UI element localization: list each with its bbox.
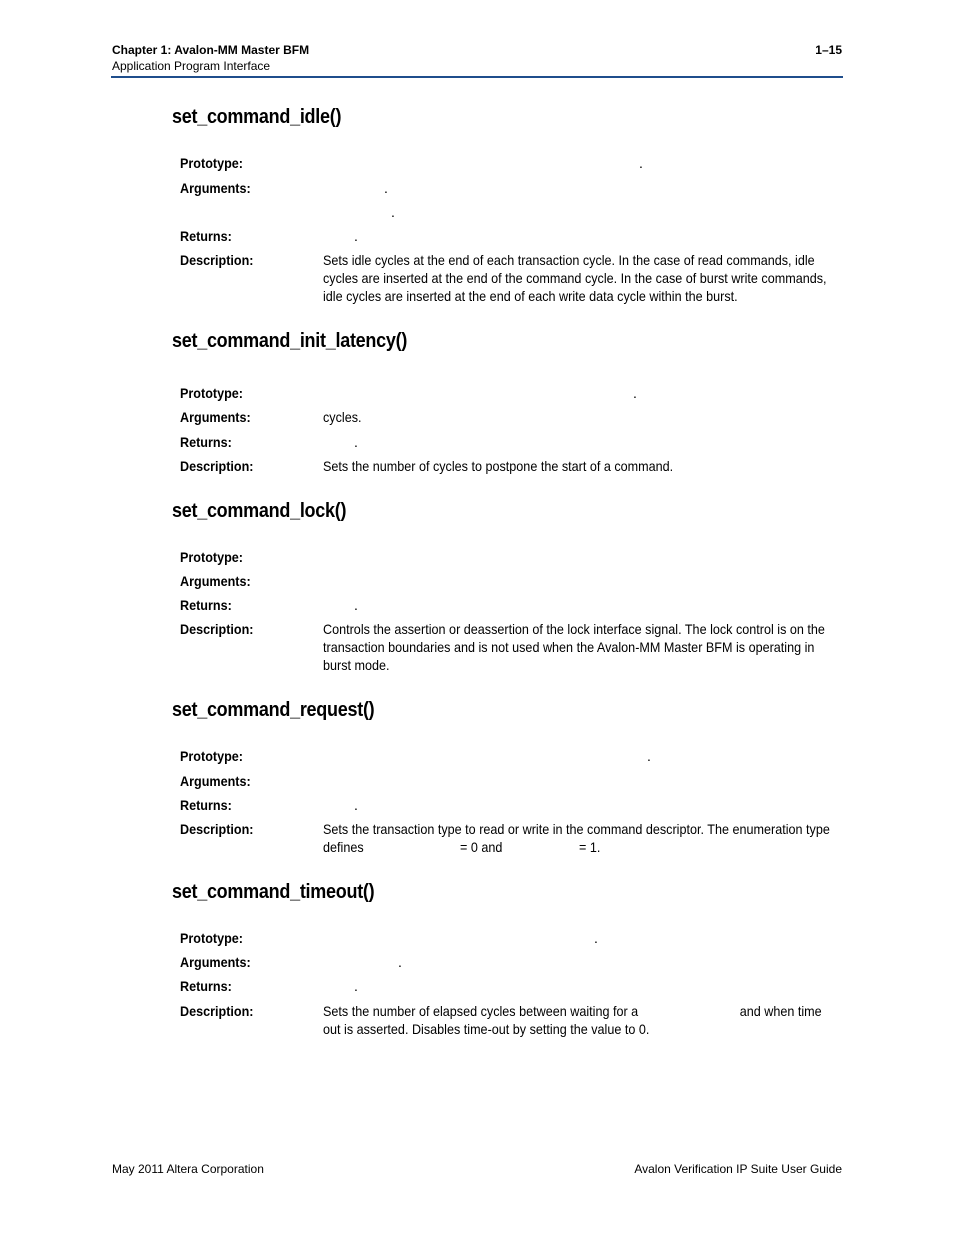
prototype-period: . [647,748,651,764]
header-rule [111,76,843,78]
returns-period: . [354,228,358,244]
description-text: Sets idle cycles at the end of each transaction cycle. In the case of read commands, idle cycles are inserted at the end of the command cycle. In the case of burst write commands, idle cycles are inserted at the end of each write data cycle within the burst. [323,252,827,304]
arguments-period: . [398,954,402,970]
running-header-section: Application Program Interface [112,59,271,73]
function-title-set-command-init-latency: set_command_init_latency() [172,330,408,352]
returns-period: . [354,434,358,450]
description-text: Sets the number of cycles to postpone the start of a command. [323,458,674,474]
description-text-fragment: Sets the number of elapsed cycles between waiting for a [323,1003,639,1019]
description-label: Description: [180,821,254,837]
description-label: Description: [180,458,254,474]
arguments-label: Arguments: [180,954,251,970]
description-text: Sets the transaction type to read or write in the command descriptor. The enumeration type defines [323,821,830,855]
footer-date-company: May 2011 Altera Corporation [112,1162,264,1176]
function-title-set-command-lock: set_command_lock() [172,500,347,522]
description-label: Description: [180,621,254,637]
prototype-label: Prototype: [180,549,243,565]
arguments-period: . [391,204,395,220]
function-title-set-command-idle: set_command_idle() [172,106,342,128]
function-title-set-command-request: set_command_request() [172,699,375,721]
description-text-fragment: = 0 and [460,839,503,855]
arguments-label: Arguments: [180,180,251,196]
prototype-label: Prototype: [180,155,243,171]
returns-label: Returns: [180,978,232,994]
returns-label: Returns: [180,434,232,450]
description-label: Description: [180,252,254,268]
returns-period: . [354,797,358,813]
description-label: Description: [180,1003,254,1019]
prototype-label: Prototype: [180,748,243,764]
description-text: Controls the assertion or deassertion of the lock interface signal. The lock control is on the transaction boundaries and is not used when the Avalon-MM Master BFM is operating in burst mode. [323,621,825,673]
page-number: 1–15 [815,43,842,57]
prototype-label: Prototype: [180,930,243,946]
returns-period: . [354,597,358,613]
returns-period: . [354,978,358,994]
running-header-chapter: Chapter 1: Avalon-MM Master BFM [112,43,310,57]
arguments-label: Arguments: [180,773,251,789]
arguments-label: Arguments: [180,573,251,589]
arguments-period: . [384,180,388,196]
returns-label: Returns: [180,597,232,613]
footer-guide-title: Avalon Verification IP Suite User Guide [634,1162,842,1176]
arguments-label: Arguments: [180,409,251,425]
description-text: and when time out is asserted. Disables time-out by setting the value to 0. [323,1003,822,1037]
prototype-period: . [639,155,643,171]
arguments-text: cycles. [323,409,362,425]
function-title-set-command-timeout: set_command_timeout() [172,881,375,903]
returns-label: Returns: [180,228,232,244]
returns-label: Returns: [180,797,232,813]
prototype-period: . [633,385,637,401]
prototype-label: Prototype: [180,385,243,401]
prototype-period: . [594,930,598,946]
description-text-fragment: = 1. [579,839,601,855]
